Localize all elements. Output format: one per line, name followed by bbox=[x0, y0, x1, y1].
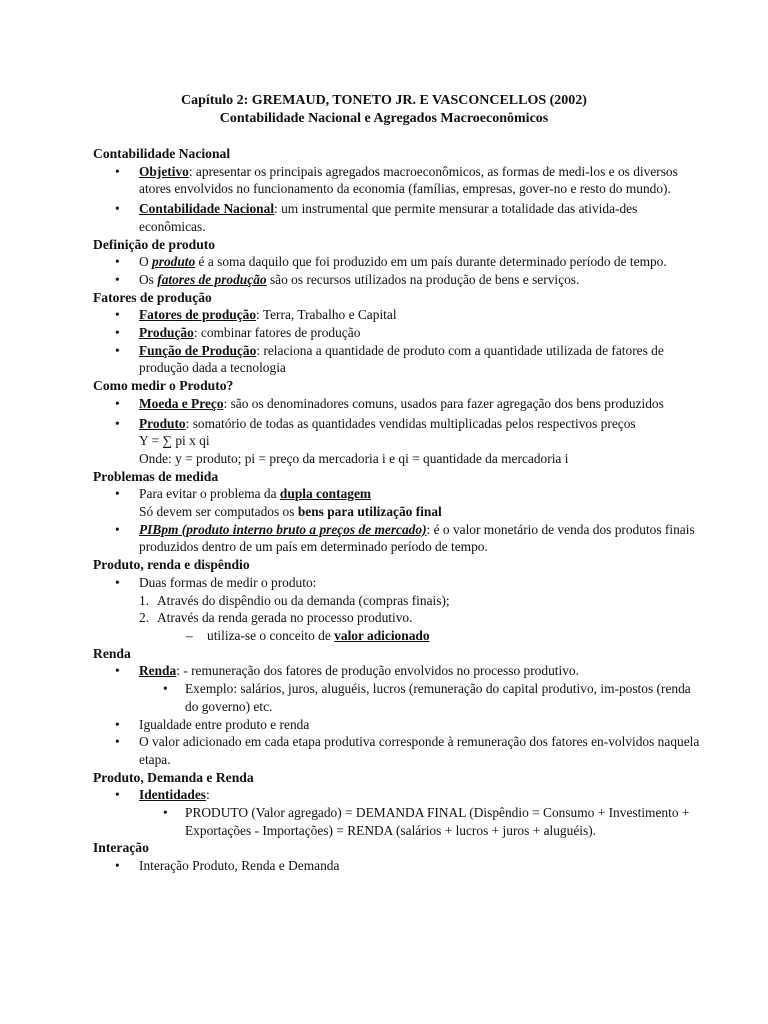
term: Renda bbox=[139, 663, 177, 679]
emphasis: bens para utilização final bbox=[297, 504, 442, 520]
list-item bbox=[93, 415, 703, 433]
list-item bbox=[93, 574, 703, 592]
bullet-list bbox=[93, 485, 703, 556]
formula-note: Onde: y = produto; pi = preço da mercadoria i e qi = quantidade da mercadoria i bbox=[139, 450, 569, 466]
item-text: Através do dispêndio ou da demanda (compras finais); bbox=[157, 592, 450, 608]
bullet-icon: • bbox=[115, 734, 120, 750]
bullet-list bbox=[93, 574, 703, 645]
bullet-list bbox=[93, 662, 703, 768]
bullet-icon: • bbox=[115, 663, 120, 679]
item-number: 1. bbox=[139, 592, 150, 608]
term: Função de Produção bbox=[139, 342, 257, 358]
item-text: Através da renda gerada no processo produtivo. bbox=[157, 610, 413, 626]
numbered-item bbox=[93, 609, 703, 627]
item-text: : Terra, Trabalho e Capital bbox=[256, 307, 397, 323]
list-item bbox=[93, 521, 703, 556]
bullet-icon: • bbox=[163, 681, 168, 697]
item-text: : são os denominadores comuns, usados para fazer agregação dos bens produzidos bbox=[223, 395, 664, 411]
section-heading: Produto, Demanda e Renda bbox=[93, 769, 254, 785]
item-text: : - remuneração dos fatores de produção envolvidos no processo produtivo. bbox=[176, 663, 579, 679]
chapter-subtitle: Contabilidade Nacional e Agregados Macroeconômicos bbox=[219, 111, 549, 126]
term: Identidades bbox=[139, 787, 206, 803]
section-heading: Contabilidade Nacional bbox=[93, 146, 231, 161]
formula: Y = ∑ pi x qi bbox=[139, 433, 210, 449]
bullet-icon: • bbox=[115, 271, 120, 287]
sub-list-item bbox=[93, 680, 703, 715]
bullet-icon: • bbox=[115, 415, 120, 431]
term: Produção bbox=[139, 325, 194, 341]
item-text: : apresentar os principais agregados macroeconômicos, as formas de medi-los e os diversos atores envolvidos no funcionamento da economia (famílias, empresas, gover-no e resto do mundo). bbox=[139, 163, 678, 197]
document-body bbox=[93, 145, 703, 875]
term: dupla contagem bbox=[279, 486, 372, 502]
item-text: Duas formas de medir o produto: bbox=[139, 574, 317, 590]
list-item bbox=[93, 163, 703, 198]
list-item bbox=[93, 662, 703, 680]
list-item bbox=[93, 342, 703, 377]
section-heading: Renda bbox=[93, 645, 131, 661]
list-item bbox=[93, 271, 703, 289]
item-text: é a soma daquilo que foi produzido em um país durante determinado período de tempo. bbox=[195, 254, 667, 270]
item-text: : bbox=[205, 787, 210, 803]
bullet-list bbox=[93, 306, 703, 377]
item-prefix: utiliza-se o conceito de bbox=[207, 627, 335, 643]
list-item bbox=[93, 733, 703, 768]
bullet-icon: • bbox=[115, 574, 120, 590]
item-number: 2. bbox=[139, 610, 150, 626]
list-item bbox=[93, 485, 703, 520]
list-item bbox=[93, 306, 703, 324]
section-heading: Definição de produto bbox=[93, 236, 216, 252]
item-prefix: Os bbox=[139, 271, 158, 287]
term: PIBpm (produto interno bruto a preços de mercado) bbox=[139, 521, 427, 537]
section-heading: Interação bbox=[93, 840, 149, 856]
list-item bbox=[93, 786, 703, 804]
list-item bbox=[93, 324, 703, 342]
bullet-icon: • bbox=[115, 254, 120, 270]
bullet-icon: • bbox=[115, 325, 120, 341]
section-heading: Fatores de produção bbox=[93, 289, 212, 305]
bullet-icon: • bbox=[115, 787, 120, 803]
item-text: : um instrumental que permite mensurar a totalidade das ativida-des econômicas. bbox=[139, 201, 638, 234]
item-text: PRODUTO (Valor agregado) = DEMANDA FINAL (Dispêndio = Consumo + Investimento + Exportações - Importações) = RENDA (salários + lucros + juros + aluguéis). bbox=[185, 805, 690, 838]
bullet-icon: • bbox=[115, 342, 120, 358]
term: Produto bbox=[139, 415, 186, 431]
bullet-icon: • bbox=[115, 395, 120, 411]
item-text: : é o valor monetário de venda dos produtos finais produzidos dentro de um país em determinado período de tempo. bbox=[139, 521, 695, 555]
list-item bbox=[93, 253, 703, 271]
bullet-icon: • bbox=[115, 201, 120, 217]
bullet-list bbox=[93, 395, 703, 432]
term: Fatores de produção bbox=[139, 307, 257, 323]
bullet-list bbox=[93, 786, 703, 839]
item-prefix: Só devem ser computados os bbox=[139, 504, 298, 520]
item-text: O valor adicionado em cada etapa produtiva corresponde à remuneração dos fatores en-volvidos naquela etapa. bbox=[139, 734, 700, 767]
item-text: Exemplo: salários, juros, aluguéis, lucros (remuneração do capital produtivo, im-postos (renda do governo) etc. bbox=[185, 681, 691, 714]
item-text: Interação Produto, Renda e Demanda bbox=[139, 858, 340, 874]
list-item bbox=[93, 857, 703, 875]
term: Objetivo bbox=[139, 163, 189, 179]
bullet-icon: • bbox=[163, 805, 168, 821]
numbered-item bbox=[93, 592, 703, 610]
item-text: Igualdade entre produto e renda bbox=[139, 716, 310, 732]
bullet-list bbox=[93, 163, 703, 236]
bullet-icon: • bbox=[115, 307, 120, 323]
item-prefix: O bbox=[139, 254, 153, 270]
section-heading: Como medir o Produto? bbox=[93, 378, 234, 394]
bullet-icon: • bbox=[115, 163, 120, 179]
dash-item bbox=[93, 627, 703, 645]
term: Contabilidade Nacional bbox=[139, 201, 275, 217]
sub-list-item bbox=[93, 804, 703, 839]
term: valor adicionado bbox=[334, 627, 430, 643]
list-item bbox=[93, 716, 703, 734]
bullet-icon: • bbox=[115, 521, 120, 537]
item-text: são os recursos utilizados na produção de bens e serviços. bbox=[266, 271, 580, 287]
item-text: : combinar fatores de produção bbox=[193, 325, 361, 341]
bullet-icon: • bbox=[115, 486, 120, 502]
list-item bbox=[93, 200, 703, 235]
section-heading: Problemas de medida bbox=[93, 468, 219, 484]
item-text: : somatório de todas as quantidades vendidas multiplicadas pelos respectivos preços bbox=[185, 415, 636, 431]
term: fatores de produção bbox=[157, 271, 267, 287]
item-text: : relaciona a quantidade de produto com a quantidade utilizada de fatores de produção dada a tecnologia bbox=[139, 342, 664, 376]
list-item bbox=[93, 395, 703, 413]
dash-icon: – bbox=[186, 627, 193, 643]
bullet-list bbox=[93, 253, 703, 288]
section-heading: Produto, renda e dispêndio bbox=[93, 557, 250, 573]
bullet-icon: • bbox=[115, 716, 120, 732]
bullet-icon: • bbox=[115, 858, 120, 874]
chapter-title: Capítulo 2: GREMAUD, TONETO JR. E VASCONCELLOS (2002) bbox=[181, 93, 587, 108]
item-prefix: Para evitar o problema da bbox=[139, 486, 280, 502]
term: Moeda e Preço bbox=[139, 395, 224, 411]
bullet-list bbox=[93, 857, 703, 875]
term: produto bbox=[152, 254, 196, 270]
